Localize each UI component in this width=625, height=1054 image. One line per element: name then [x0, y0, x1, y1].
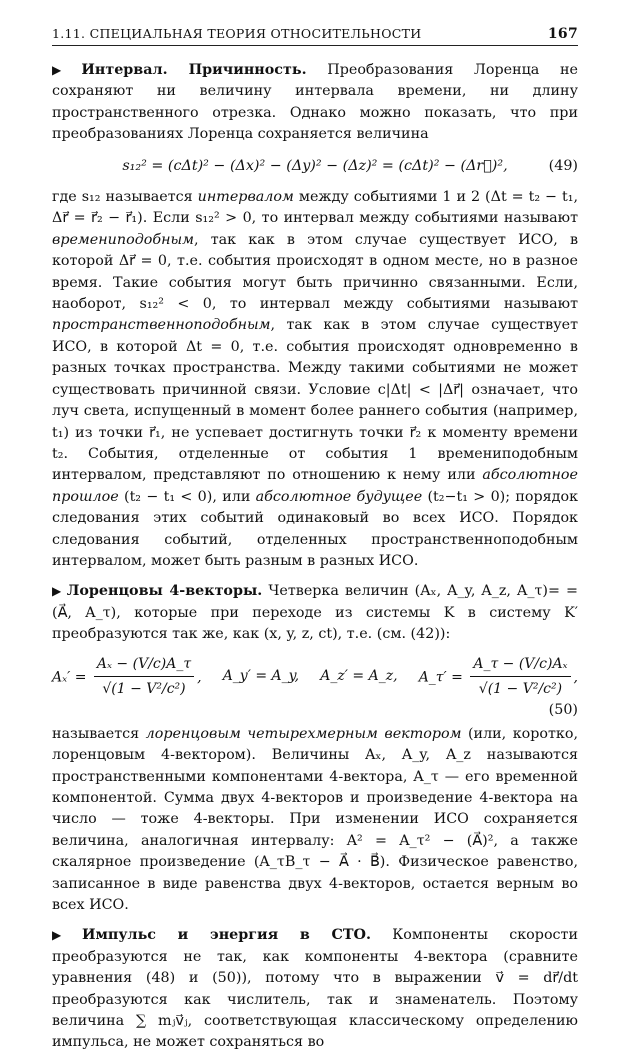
equation-50: [52, 654, 578, 701]
heading-interval: Интервал. Причинность.: [81, 62, 307, 78]
equation-49-number: (49): [548, 157, 578, 174]
paragraph-momentum-energy: [52, 925, 578, 1053]
heading-momentum-energy: Импульс и энергия в СТО.: [81, 927, 371, 944]
text-span: где s₁₂ называется: [52, 189, 198, 206]
text-span: , так как в этом случае существует ИСО, в которой Δt = 0, т.е. события происходят одновременно в разных точках пространства. Между такими событиями не может существовать причинной связи. Условие c|Δt| < |Δr⃗| означает, что луч света, испущенный в момент более раннего события (например, t₁) из точки r⃗₁, не успевает достигнуть точки r⃗₂ к моменту времени t₂. События, отделенные от события 1 времениподобным интервалом, представляют по отношению к нему или: [52, 317, 578, 484]
paragraph-4vectors: [52, 581, 578, 645]
eq50-ax-numerator: Aₓ − (V/c)A_τ: [94, 654, 194, 677]
paragraph-interval-text: Преобразования Лоренца не сохраняют ни величину интервала времени, ни длину пространственного отрезка. Однако можно показать, что при преобразованиях Лоренца сохраняется величина: [52, 62, 578, 143]
eq50-at-denominator: √(1 − V²/c²): [478, 680, 563, 697]
eq50-az: A_z′ = A_z,: [320, 668, 398, 685]
paragraph-4vector-definition: [52, 724, 578, 917]
text-span: (t₂−t₁ > 0); порядок следования этих событий одинаковый во всех ИСО. Порядок следования событий, отделенных пространственноподобным интервалом, может быть разным в разных ИСО.: [52, 488, 579, 569]
eq50-at-fraction: [470, 654, 570, 701]
equation-49: [52, 156, 578, 177]
heading-4vectors: Лоренцовы 4-векторы.: [66, 583, 263, 600]
page-number: 167: [547, 26, 578, 42]
paragraph-momentum-text: Компоненты скорости преобразуются не так, как компоненты 4-вектора (сравните уравнения (48) и (50)), потому что в выражении v⃗ = dr⃗/dt преобразуются как числитель, так и знаменатель. Поэтому величина ∑ mⱼv⃗ⱼ, соответствующая классическому определению импульса, не может сохраняться во: [52, 927, 578, 1051]
paragraph-interval: [52, 60, 578, 146]
triangle-marker-icon: ▶: [52, 928, 78, 943]
triangle-marker-icon: ▶: [52, 584, 63, 599]
eq50-at-numerator: A_τ − (V/c)Aₓ: [470, 654, 570, 677]
term-interval: интервалом: [197, 189, 294, 206]
term-timelike: времениподобным: [52, 231, 194, 248]
equation-50-number: (50): [548, 702, 578, 719]
eq50-ax-fraction: [94, 654, 194, 701]
term-absolute-past: абсолютное прошлое: [52, 467, 578, 505]
page-body: [52, 60, 578, 1054]
eq50-ay: A_y′ = A_y,: [222, 668, 300, 685]
term-spacelike: пространственноподобным: [52, 317, 271, 334]
text-span: называется: [52, 725, 146, 742]
paragraph-4vectors-text: Четверка величин (Aₓ, A_y, A_z, A_τ)= =(A⃗, A_τ), которые при переходе из системы K в систему K′ преобразуются так же, как (x, y, z, ct), т.е. (см. (42)):: [52, 583, 579, 643]
section-title: 1.11. СПЕЦИАЛЬНАЯ ТЕОРИЯ ОТНОСИТЕЛЬНОСТИ: [52, 26, 422, 41]
eq50-at: A_τ′ = $\frac{\text{A\_τ − (V/c)Aₓ}}{\text{√(1 − V²/c²)}}$ ,: [419, 654, 578, 701]
term-absolute-future: абсолютное будущее: [255, 488, 423, 505]
eq50-ax-denominator: √(1 − V²/c²): [102, 680, 186, 697]
text-span: , так как в этом случае существует ИСО, в которой Δr⃗ = 0, т.е. события происходят в одном месте, но в разное время. Такие события могут быть причинно связанными. Если, наоборот, s₁₂² < 0, то интервал между событиями называют: [52, 231, 578, 313]
eq50-at-lhs: A_τ′ =: [418, 668, 463, 685]
book-page: [52, 26, 579, 1051]
eq50-ax-lhs: Aₓ′ =: [52, 668, 87, 685]
text-span: между событиями 1 и 2 (Δt = t₂ − t₁, Δr⃗ = r⃗₂ − r⃗₁). Если s₁₂² > 0, то интервал между событиями называют: [52, 189, 578, 227]
text-span: (t₂ − t₁ < 0), или: [118, 488, 256, 505]
equation-49-body: s₁₂² = (cΔt)² − (Δx)² − (Δy)² − (Δz)² = (cΔt)² − (Δr⃗)²,: [122, 157, 508, 174]
eq50-ax: Aₓ′ = $\frac{\text{Aₓ − (V/c)A\_τ}}{\text{√(1 − V²/c²)}}$ ,: [52, 654, 202, 701]
triangle-marker-icon: ▶: [52, 63, 78, 77]
text-span: (или, коротко, лоренцовым 4-вектором). Величины Aₓ, A_y, A_z называются пространственными компонентами 4-вектора, A_τ — его временной компонентой. Сумма двух 4-векторов и произведение 4-вектора на число — тоже 4-векторы. При изменении ИСО сохраняется величина, аналогичная интервалу: A² = A_τ² − (A⃗)², а также скалярное произведение (A_τB_τ − A⃗ · B⃗). Физическое равенство, записанное в виде равенства двух 4-векторов, остается верным во всех ИСО.: [52, 725, 578, 914]
term-lorentz-4vector: лоренцовым четырехмерным вектором: [145, 725, 462, 742]
paragraph-causality: [52, 187, 578, 572]
running-header: [52, 26, 578, 46]
